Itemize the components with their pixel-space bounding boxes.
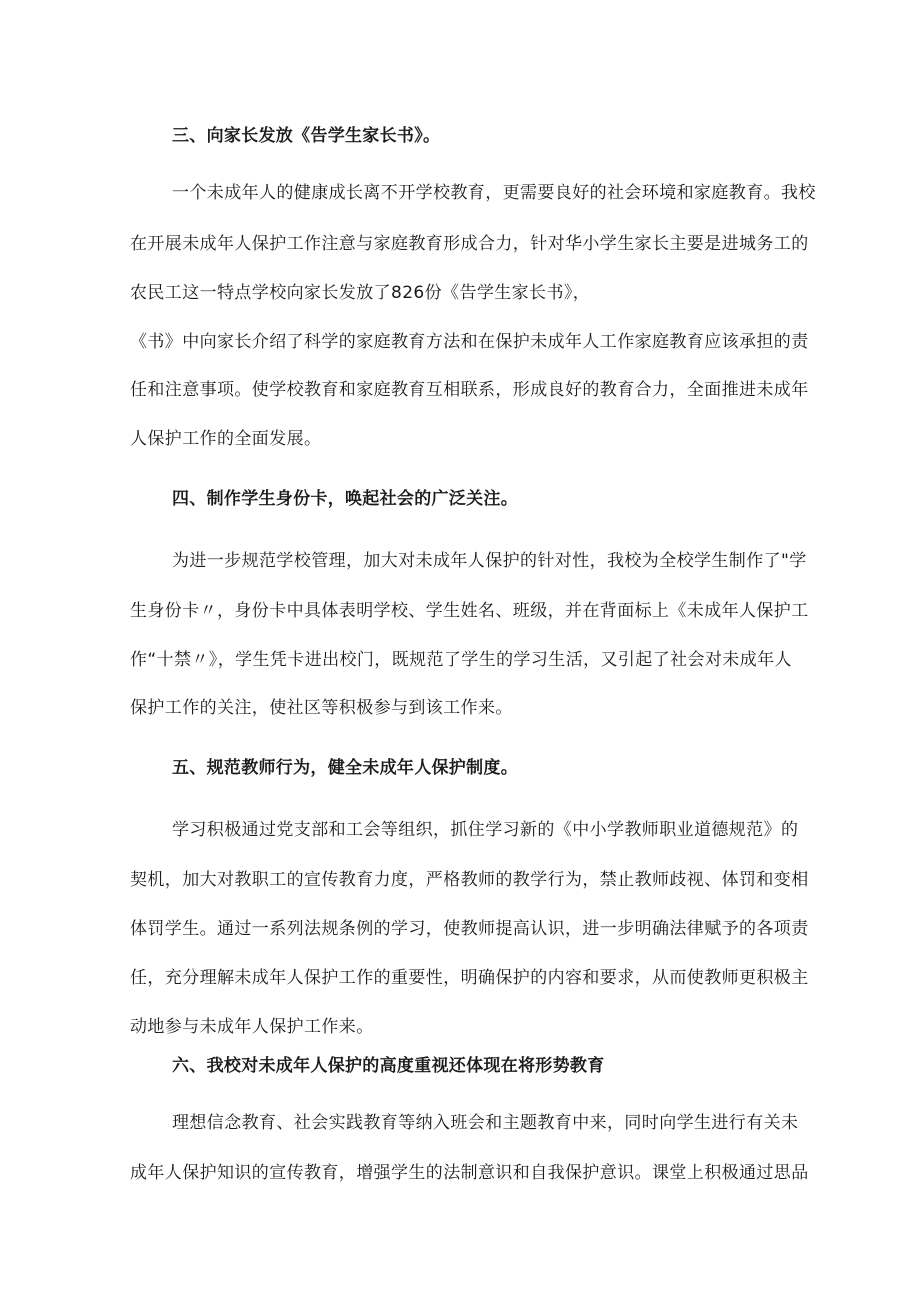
paragraph-line: 为进一步规范学校管理，加大对未成年人保护的针对性，我校为全校学生制作了"学 (172, 551, 807, 571)
paragraph-line: 农民工这一特点学校向家长发放了826份《告学生家长书》， (130, 283, 591, 303)
paragraph-line: 《书》中向家长介绍了科学的家庭教育方法和在保护未成年人工作家庭教育应该承担的责 (130, 332, 809, 352)
section-heading-3: 三、向家长发放《告学生家长书》。 (172, 126, 441, 146)
paragraph-line: 任和注意事项。使学校教育和家庭教育互相联系，形成良好的教育合力，全面推进未成年 (130, 380, 809, 400)
paragraph-line: 成年人保护知识的宣传教育，增强学生的法制意识和自我保护意识。课堂上积极通过思品 (130, 1163, 809, 1183)
paragraph-line: 人保护工作的全面发展。 (130, 429, 322, 449)
section-heading-6: 六、我校对未成年人保护的高度重视还体现在将形势教育 (172, 1056, 605, 1076)
paragraph-line: 学习积极通过党支部和工会等组织，抓住学习新的《中小学教师职业道德规范》的 (172, 820, 799, 840)
paragraph-line: 作“十禁〃》，学生凭卡进出校门，既规范了学生的学习生活，又引起了社会对未成年人 (130, 650, 792, 670)
paragraph-line: 一个未成年人的健康成长离不开学校教育，更需要良好的社会环境和家庭教育。我校 (172, 183, 816, 203)
section-heading-4: 四、制作学生身份卡，唤起社会的广泛关注。 (172, 489, 518, 509)
paragraph-line: 任，充分理解未成年人保护工作的重要性，明确保护的内容和要求，从而使教师更积极主 (130, 968, 809, 988)
paragraph-line: 理想信念教育、社会实践教育等纳入班会和主题教育中来，同时向学生进行有关未 (172, 1113, 799, 1133)
paragraph-line: 动地参与未成年人保护工作来。 (130, 1017, 374, 1037)
paragraph-line: 体罚学生。通过一系列法规条例的学习，使教师提高认识，进一步明确法律赋予的各项责 (130, 919, 809, 939)
paragraph-line: 生身份卡〃，身份卡中具体表明学校、学生姓名、班级，并在背面标上《未成年人保护工 (130, 601, 809, 621)
section-heading-5: 五、规范教师行为，健全未成年人保护制度。 (172, 758, 518, 778)
paragraph-line: 在开展未成年人保护工作注意与家庭教育形成合力，针对华小学生家长主要是进城务工的 (130, 234, 809, 254)
paragraph-line: 保护工作的关注，使社区等积极参与到该工作来。 (130, 698, 513, 718)
paragraph-line: 契机，加大对教职工的宣传教育力度，严格教师的教学行为，禁止教师歧视、体罚和变相 (130, 870, 809, 890)
